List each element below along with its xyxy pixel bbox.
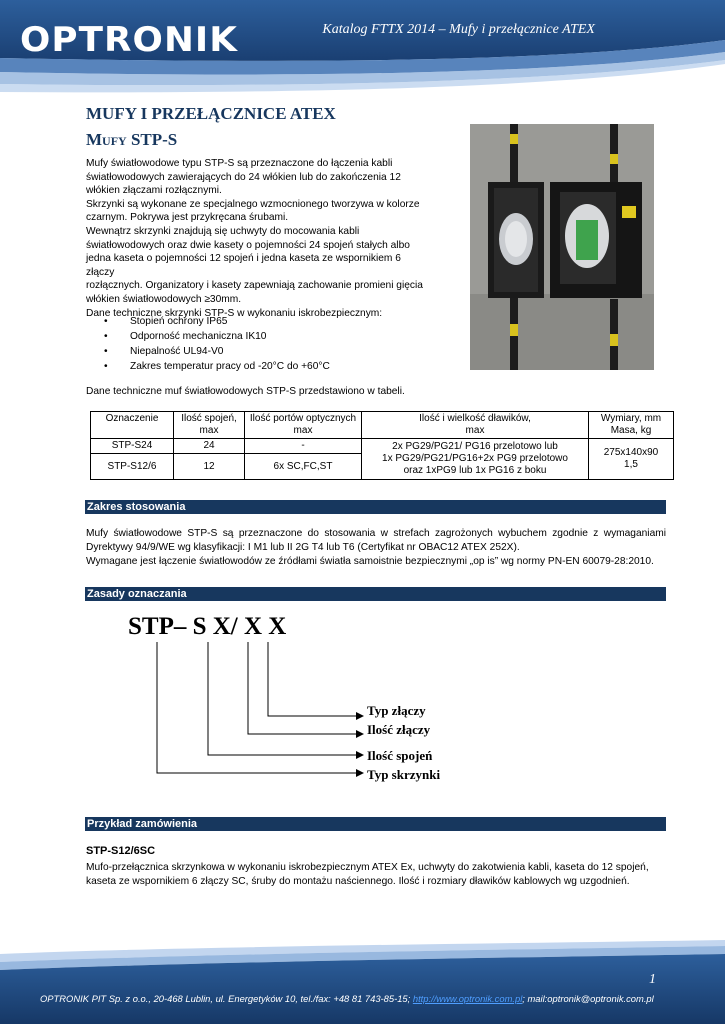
intro-text (86, 157, 426, 320)
intro-line: włókien światłowodowych ≥30mm. (86, 293, 242, 305)
footer-mail: ; mail:optronik@optronik.com.pl (522, 993, 654, 1004)
list-item: • Zakres temperatur pracy od -20°C do +60°C (104, 359, 330, 374)
table-cell: - (245, 439, 362, 454)
marking-diagram (150, 640, 370, 780)
marking-label-connector-count: Ilość złączy (367, 722, 431, 737)
table-header-cell: Ilość spojeń, max (174, 412, 245, 439)
page-number: 1 (649, 972, 656, 987)
marking-label-splice-count: Ilość spojeń (367, 748, 433, 763)
example-line: Mufo-przełącznica skrzynkowa w wykonaniu iskrobezpiecznym ATEX Ex, uchwyty do zakotwienia kabli, kaseta do 12 spojeń, (86, 862, 649, 873)
intro-line: czarnym. Pokrywa jest przykręcana śrubami. (86, 212, 289, 224)
section-bar-scope: Zakres stosowania (85, 500, 666, 514)
list-item: • Niepalność UL94-V0 (104, 344, 330, 359)
table-row (91, 439, 674, 454)
intro-line: Dane techniczne skrzynki STP-S w wykonaniu iskrobezpiecznym: (86, 307, 383, 319)
footer-contact (40, 993, 654, 1004)
page-header (0, 0, 725, 95)
table-cell: STP-S12/6 (91, 454, 174, 480)
intro-line: rozłącznych. Organizatory i kasety zapewniają zachowanie promieni gięcia (86, 280, 423, 292)
intro-line: jedna kaseta o pojemności 12 spojeń i jedna kaseta ze wspornikiem 6 złączy (86, 253, 401, 278)
intro-line: Mufy światłowodowe typu STP-S są przeznaczone do łączenia kabli (86, 158, 393, 169)
table-cell: 12 (174, 454, 245, 480)
table-cell: STP-S24 (91, 439, 174, 454)
table-header-cell: Ilość portów optycznych max (245, 412, 362, 439)
marking-label-connector-type: Typ złączy (367, 703, 426, 718)
scope-line: Dyrektywy 94/9/WE wg klasyfikacji: I M1 lub II 2G T4 lub T6 (Certyfikat nr OBAC12 ATEX 252X). (86, 542, 520, 553)
footer-background (0, 940, 725, 1024)
section-subtitle: MUFY STP-S (86, 130, 178, 149)
company-logo: OPTRONIK (20, 20, 238, 60)
scope-text (86, 527, 666, 569)
table-header-cell: Ilość i wielkość dławików, max (362, 412, 589, 439)
marking-code: STP– S X/ X X (128, 613, 287, 640)
intro-line: światłowodowych zawierających do 24 włókien lub do zakończenia 12 (86, 171, 401, 183)
marking-label-box-type: Typ skrzynki (367, 767, 441, 782)
table-note: Dane techniczne muf światłowodowych STP-S przedstawiono w tabeli. (86, 386, 405, 397)
section-bar-marking: Zasady oznaczania (85, 587, 666, 601)
intro-line: Skrzynki są wykonane ze specjalnego wzmocnionego tworzywa w kolorze (86, 198, 420, 210)
scope-line: Mufy światłowodowe STP-S są przeznaczone do stosowania w strefach zagrożonych wybuchem zgodnie z wymaganiami (86, 528, 666, 539)
section-bar-example: Przykład zamówienia (85, 817, 666, 831)
example-line: kaseta ze wspornikiem 6 złączy SC, śruby do montażu naściennego. Ilość i rozmiary dławików kablowych wg uzgodnień. (86, 876, 630, 887)
enclosure-illustration (470, 124, 654, 370)
product-photo (470, 124, 654, 370)
intro-line: włókien złączami rozłącznymi. (86, 185, 222, 197)
page-footer (0, 940, 725, 1024)
list-item: • Odporność mechaniczna IK10 (104, 329, 330, 344)
table-cell-glands: 2x PG29/PG21/ PG16 przelotowo lub 1x PG29/PG21/PG16+2x PG9 przelotowo oraz 1xPG9 lub 1x PG16 z boku (362, 439, 589, 480)
example-text (86, 861, 666, 889)
table-cell: 6x SC,FC,ST (245, 454, 362, 480)
table-header-cell: Wymiary, mm Masa, kg (589, 412, 674, 439)
intro-line: Wewnątrz skrzynki znajdują się uchwyty do mocowania kabli (86, 225, 360, 237)
page-title: MUFY I PRZEŁĄCZNICE ATEX (86, 104, 336, 123)
table-header-row (91, 412, 674, 439)
table-header-cell: Oznaczenie (91, 412, 174, 439)
table-cell-dimensions: 275x140x90 1,5 (589, 439, 674, 480)
footer-company: OPTRONIK PIT Sp. z o.o., 20-468 Lublin, ul. Energetyków 10, tel./fax: +48 81 743-85-15; (40, 993, 413, 1004)
example-model: STP-S12/6SC (86, 845, 156, 857)
spec-bullet-list (104, 314, 330, 374)
spec-table (90, 411, 674, 480)
list-item: • Stopień ochrony IP65 (104, 314, 330, 329)
intro-line: światłowodowych oraz dwie kasety o pojemności 24 spojeń stałych albo (86, 239, 410, 251)
scope-line: Wymagane jest łączenie światłowodów ze źródłami światła samoistnie bezpiecznymi „op is” wg normy PN-EN 60079-28:2010. (86, 556, 654, 567)
catalog-title: Katalog FTTX 2014 – Mufy i przełącznice ATEX (322, 22, 595, 37)
website-link[interactable]: http://www.optronik.com.pl (412, 993, 523, 1004)
table-cell: 24 (174, 439, 245, 454)
